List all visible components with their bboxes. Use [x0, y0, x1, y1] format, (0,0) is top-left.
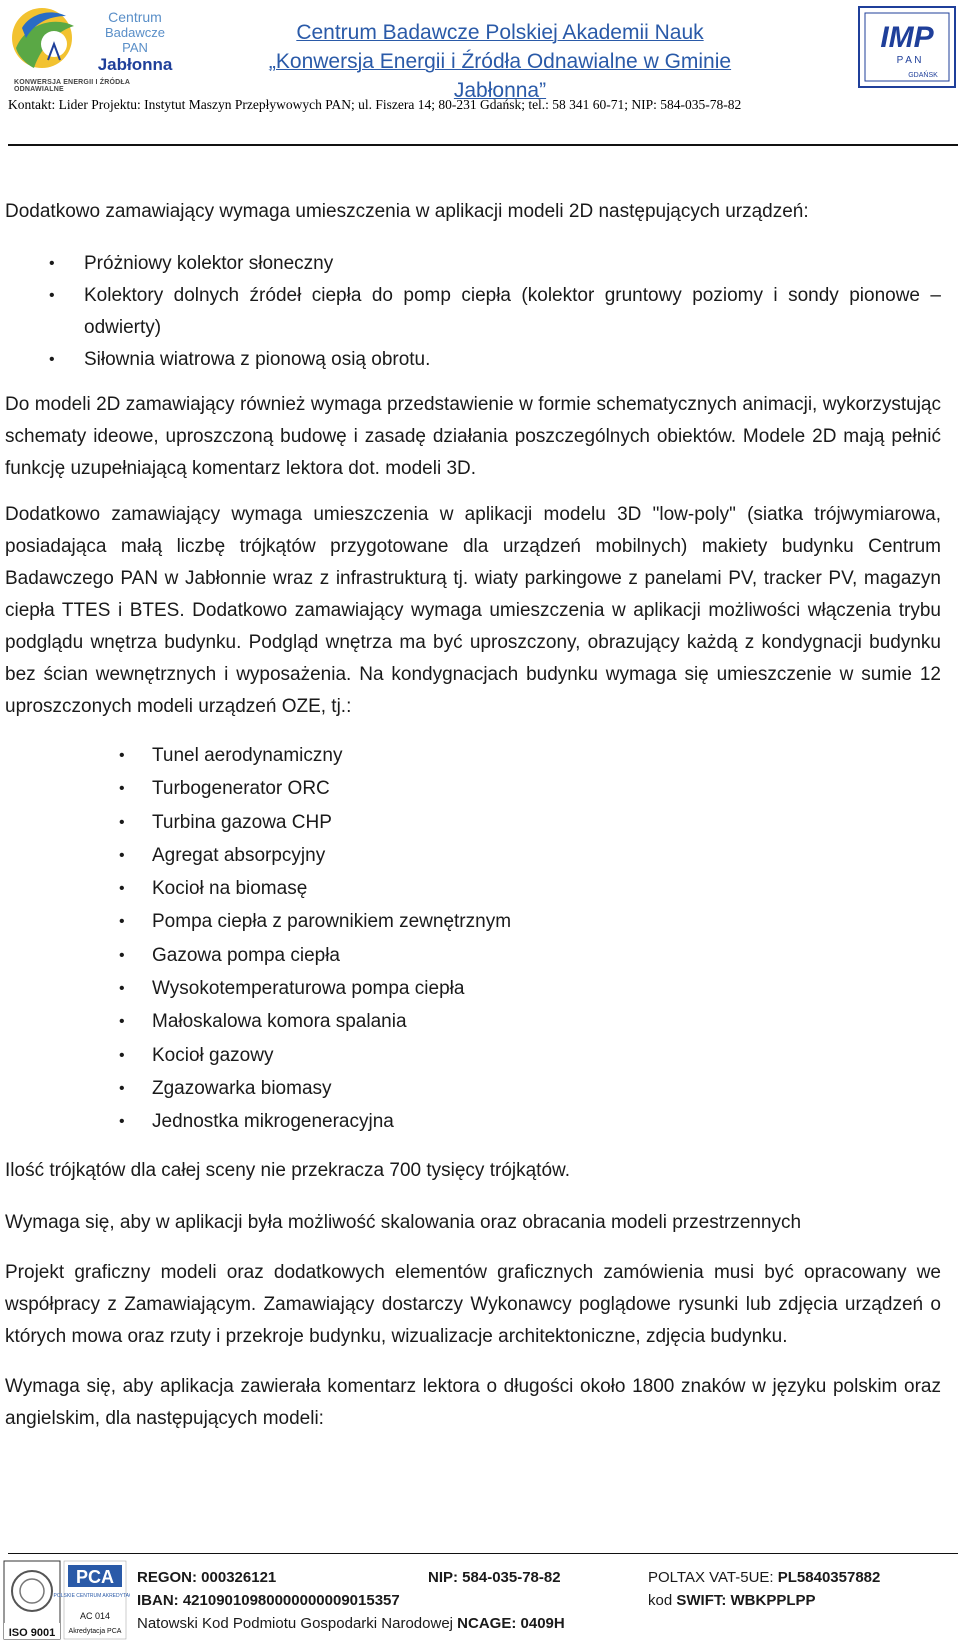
list-2d-models: [5, 248, 941, 376]
list-item: [5, 939, 941, 972]
bullet-icon: •: [49, 351, 55, 368]
paragraph-2d-animations: Do modeli 2D zamawiający również wymaga przedstawienie w formie schematycznych animacji, wykorzystując schematy ideowe, uproszczoną budowę i zasadę działania poszczególnych obiektów. Modele 2D mają pełnić funkcję uzupełniającą komentarz lektora dot. modeli 3D.: [5, 394, 941, 479]
list-item: [5, 739, 941, 772]
list-item-text: Zgazowarka biomasy: [152, 1077, 332, 1099]
imp-logo-main: IMP: [880, 21, 934, 54]
footer-divider: [8, 1553, 958, 1554]
list-item-text: Małoskalowa komora spalania: [152, 1011, 407, 1033]
list-item: [5, 344, 941, 376]
pca-label: PCA: [75, 1567, 115, 1587]
list-item: [5, 248, 941, 280]
logo-line-1: Centrum: [108, 9, 162, 25]
project-title-line-2: „Konwersja Energii i Źródła Odnawialne w Gminie Jabłonna”: [268, 50, 732, 102]
footer-column-nip: [428, 1566, 561, 1589]
natowski-label: Natowski Kod Podmiotu Gospodarki Narodowej: [137, 1615, 453, 1632]
list-oze-devices: [5, 739, 941, 1139]
pca-note: Akredytacja PCA: [68, 1628, 122, 1635]
list-item-text: Jednostka mikrogeneracyjna: [152, 1111, 394, 1133]
centrum-badawcze-logo: [8, 4, 178, 92]
footer-column-vat: [648, 1566, 880, 1612]
list-item: [5, 839, 941, 872]
list-item-text: Gazowa pompa ciepła: [152, 944, 340, 966]
bullet-icon: •: [119, 846, 125, 864]
ncage-line: [137, 1612, 565, 1635]
list-item: [5, 1005, 941, 1038]
logo-line-4: Jabłonna: [97, 55, 173, 74]
list-item-text: Wysokotemperaturowa pompa ciepła: [152, 978, 465, 1000]
vat-label: POLTAX VAT-5UE:: [648, 1569, 774, 1586]
imp-logo-city: GDAŃSK: [908, 72, 938, 79]
logo-line-2: Badawcze: [105, 25, 165, 40]
list-item: [5, 1105, 941, 1138]
ncage-text: NCAGE: 0409H: [457, 1615, 565, 1632]
paragraph-scaling: Wymaga się, aby w aplikacji była możliwość skalowania oraz obracania modeli przestrzennych: [5, 1211, 802, 1233]
list-item: [5, 972, 941, 1005]
list-item-text: Próżniowy kolektor słoneczny: [84, 253, 334, 274]
list-item-text: Turbina gazowa CHP: [152, 811, 332, 833]
list-item-text: Turbogenerator ORC: [152, 778, 330, 800]
list-item-text: Siłownia wiatrowa z pionową osią obrotu.: [84, 349, 431, 370]
intro-paragraph: Dodatkowo zamawiający wymaga umieszczenia w aplikacji modeli 2D następujących urządzeń:: [5, 201, 809, 222]
list-item: [5, 1072, 941, 1105]
paragraph-lector-comment: Wymaga się, aby aplikacja zawierała komentarz lektora o długości około 1800 znaków w języku polskim oraz angielskim, dla następujących modeli:: [5, 1375, 941, 1429]
paragraph-triangle-limit: Ilość trójkątów dla całej sceny nie przekracza 700 tysięcy trójkątów.: [5, 1159, 570, 1181]
list-item-text: Kocioł na biomasę: [152, 878, 308, 900]
bullet-icon: •: [119, 880, 125, 898]
logo-subtitle: KONWERSJA ENERGII I ŹRÓDŁA ODNAWIALNE: [14, 79, 130, 93]
page-header: [0, 0, 960, 148]
bullet-icon: •: [119, 1013, 125, 1031]
pca-code: AC 014: [79, 1611, 111, 1621]
iso-label: ISO 9001: [8, 1627, 56, 1639]
header-divider: [8, 144, 958, 146]
bullet-icon: •: [119, 1079, 125, 1097]
swift-label: kod: [648, 1592, 673, 1609]
bullet-icon: •: [119, 780, 125, 798]
swift-value: SWIFT: WBKPPLPP: [676, 1592, 816, 1609]
document-body: [5, 196, 941, 1435]
bullet-icon: •: [119, 913, 125, 931]
list-item: [5, 1039, 941, 1072]
bullet-icon: •: [119, 946, 125, 964]
list-item-text: Agregat absorpcyjny: [152, 844, 326, 866]
logo-wordmark: [90, 10, 180, 75]
vat-value: PL5840357882: [777, 1569, 881, 1586]
bullet-icon: •: [119, 813, 125, 831]
nip-text: NIP: 584-035-78-82: [428, 1569, 561, 1586]
iban-text: IBAN: 42109010980000000009015357: [137, 1592, 400, 1609]
bullet-icon: •: [119, 980, 125, 998]
paragraph-3d-model: Dodatkowo zamawiający wymaga umieszczenia w aplikacji modelu 3D "low-poly" (siatka trójwymiarowa, posiadająca małą liczbę trójkątów przygotowane dla urządzeń mobilnych) makiety budynku Centrum Badawczego PAN w Jabłonnie wraz z infrastrukturą tj. wiaty parkingowe z panelami PV, tracker PV, magazyn ciepła TTES i BTES. Dodatkowo zamawiający wymaga umieszczenia w aplikacji możliwości włączenia trybu podglądu wnętrza budynku. Podgląd wnętrza ma być uproszczony, obrazujący każdą z kondygnacji budynku bez ścian wewnętrznych i wyposażenia. Na kondygnacjach budynku wymaga się umieszczenie w sumie 12 uproszczonych modeli urządzeń OZE, tj.:: [5, 504, 941, 717]
paragraph-graphic-design: Projekt graficzny modeli oraz dodatkowych elementów graficznych zamówienia musi być opracowany we współpracy z Zamawiającym. Zamawiający dostarczy Wykonawcy poglądowe rysunki lub zdjęcia urządzeń o których mowa oraz rzuty i przekroje budynku, wizualizacje architektoniczne, zdjęcia budynku.: [5, 1261, 941, 1347]
list-item: [5, 280, 941, 344]
imp-pan-logo-icon: [857, 5, 957, 89]
list-item: [5, 772, 941, 805]
bullet-icon: •: [119, 1113, 125, 1131]
project-title-line-1: Centrum Badawcze Polskiej Akademii Nauk: [296, 21, 704, 44]
bullet-icon: •: [119, 1046, 125, 1064]
list-item: [5, 806, 941, 839]
list-item: [5, 905, 941, 938]
iso-pca-logos-icon: [0, 1557, 130, 1642]
bullet-icon: •: [119, 747, 125, 764]
bullet-icon: •: [49, 287, 55, 304]
bullet-icon: •: [49, 255, 55, 272]
logo-line-3: PAN: [122, 40, 148, 55]
list-item-text: Kolektory dolnych źródeł ciepła do pomp ciepła (kolektor gruntowy poziomy i sondy pionowe – odwierty): [84, 285, 941, 338]
list-item-text: Tunel aerodynamiczny: [152, 745, 343, 766]
project-title: [220, 18, 780, 105]
contact-line: Kontakt: Lider Projektu: Instytut Maszyn Przepływowych PAN; ul. Fiszera 14; 80-231 Gdańsk; tel.: 58 341 60-71; NIP: 584-035-78-82: [8, 97, 742, 112]
sun-leaf-logo-icon: [8, 4, 88, 78]
imp-pan-logo: [857, 5, 957, 89]
list-item: [5, 872, 941, 905]
list-item-text: Pompa ciepła z parownikiem zewnętrznym: [152, 911, 512, 933]
imp-logo-pan: P A N: [896, 55, 922, 66]
vat-line: [648, 1566, 880, 1589]
swift-line: [648, 1589, 880, 1612]
pca-sub: POLSKIE CENTRUM AKREDYTACJI: [53, 1593, 130, 1599]
certification-logos: [0, 1557, 130, 1642]
regon-text: REGON: 000326121: [137, 1569, 277, 1586]
list-item-text: Kocioł gazowy: [152, 1044, 274, 1066]
